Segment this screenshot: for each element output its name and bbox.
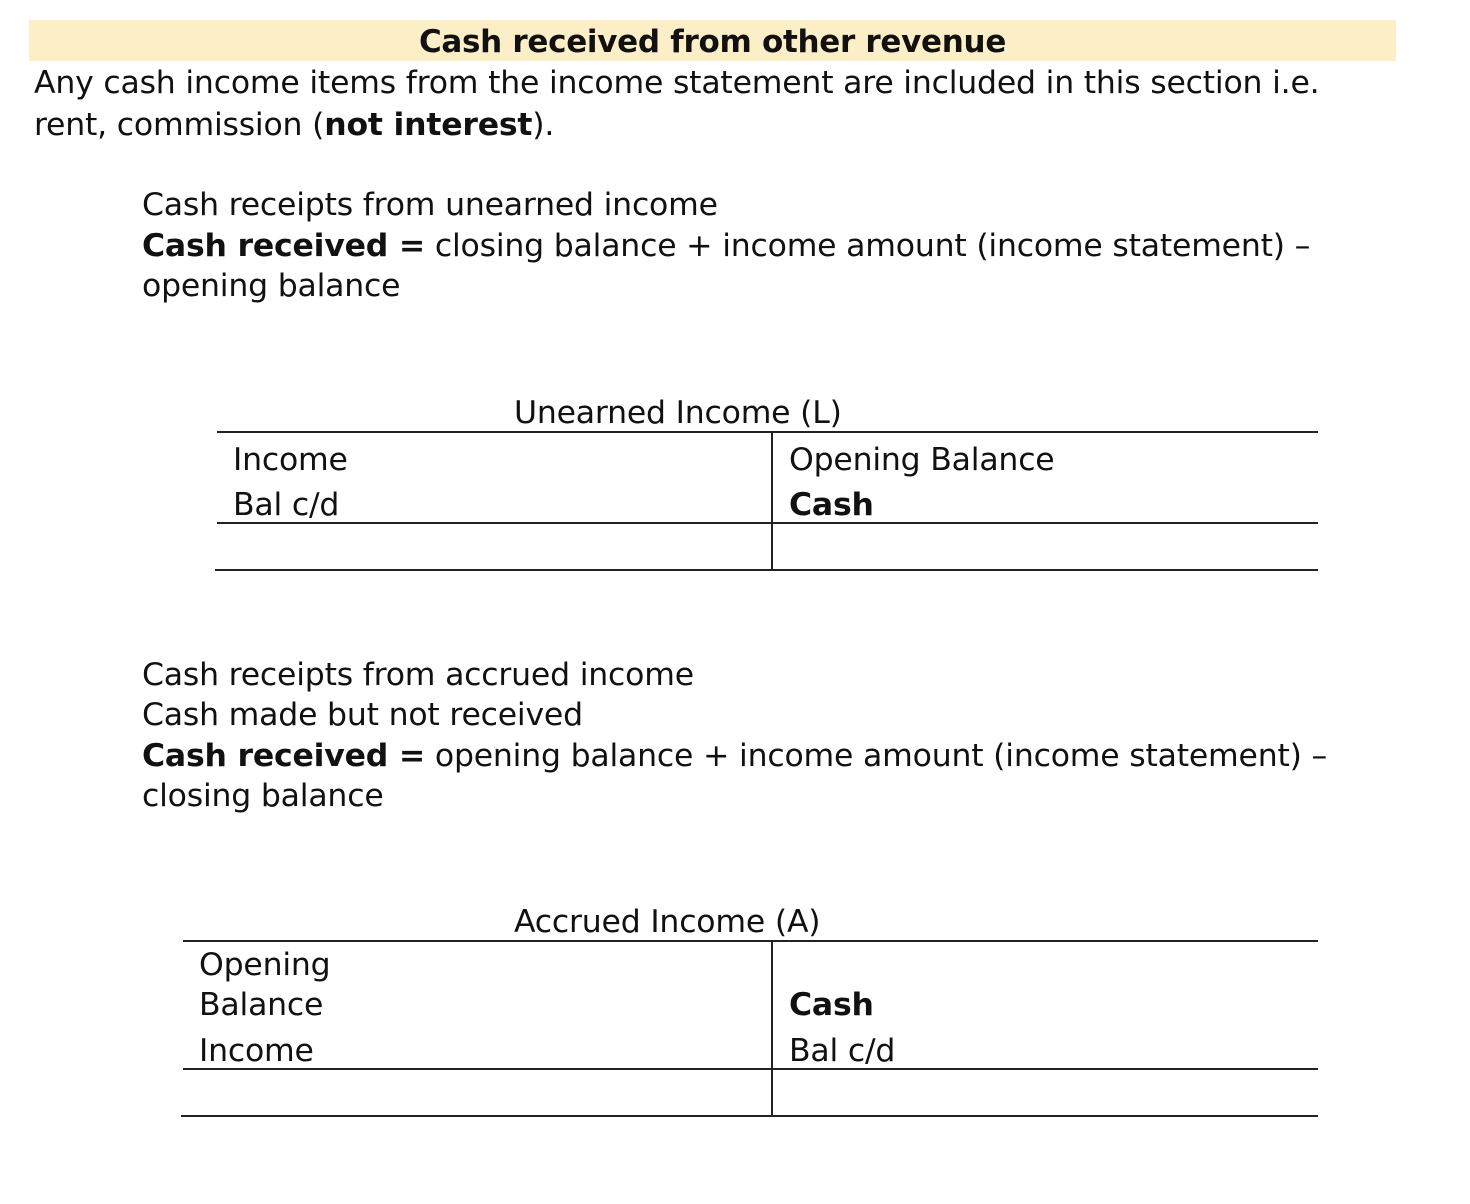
accrued-center-rule <box>771 940 773 1115</box>
unearned-top-rule <box>217 431 1318 433</box>
intro-line-2: rent, commission (not interest). <box>34 107 555 143</box>
unearned-center-rule <box>771 431 773 570</box>
unearned-formula: Cash received = closing balance + income amount (income statement) – <box>142 228 1311 264</box>
accrued-formula-line-2: closing balance <box>142 778 384 814</box>
accrued-formula: Cash received = opening balance + income amount (income statement) – <box>142 738 1328 774</box>
accrued-debit-item: Opening <box>199 947 331 983</box>
unearned-credit-item: Opening Balance <box>789 442 1055 478</box>
accrued-subtitle: Cash receipts from accrued income <box>142 657 694 693</box>
accrued-top-rule <box>183 940 1318 942</box>
unearned-total-rule <box>217 522 1318 524</box>
unearned-credit-item: Cash <box>789 487 874 523</box>
accrued-credit-item: Bal c/d <box>789 1033 896 1069</box>
accrued-credit-item: Cash <box>789 987 874 1023</box>
unearned-formula-line-2: opening balance <box>142 268 401 304</box>
accrued-debit-item: Balance <box>199 987 324 1023</box>
unearned-debit-item: Bal c/d <box>233 487 340 523</box>
accrued-account-title: Accrued Income (A) <box>514 904 821 940</box>
unearned-debit-item: Income <box>233 442 348 478</box>
section-heading: Cash received from other revenue <box>418 24 1007 60</box>
unearned-account-title: Unearned Income (L) <box>514 395 842 431</box>
accrued-total-rule <box>183 1068 1318 1070</box>
unearned-bottom-rule <box>215 569 1318 571</box>
unearned-subtitle: Cash receipts from unearned income <box>142 187 718 223</box>
accrued-subtitle-2: Cash made but not received <box>142 697 583 733</box>
accrued-bottom-rule <box>181 1115 1318 1117</box>
intro-line-1: Any cash income items from the income statement are included in this section i.e. <box>34 65 1320 101</box>
accrued-debit-item: Income <box>199 1033 314 1069</box>
